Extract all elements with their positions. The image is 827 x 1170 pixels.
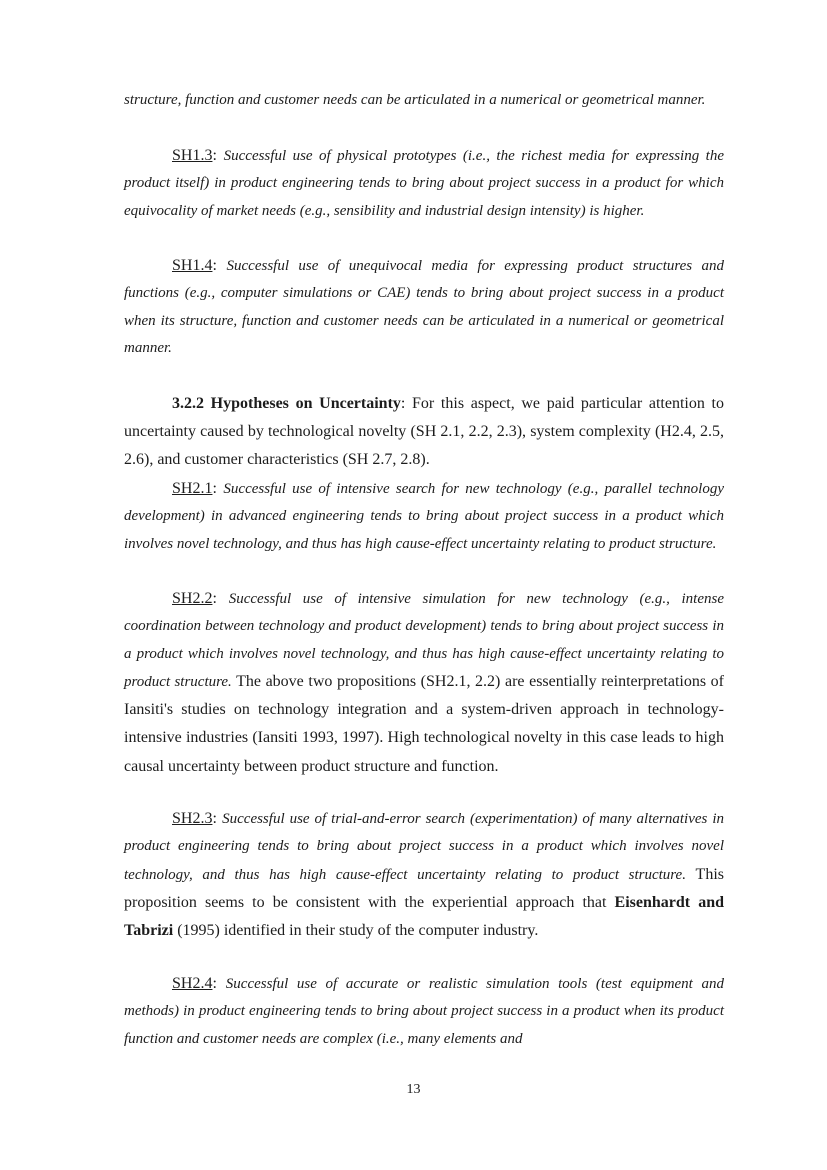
hypothesis-body: Successful use of unequivocal media for expressing product structures and functions (e.g., computer simulations or CAE) tends to bring about project success in a product when its structure, function and customer needs can be articulated in a numerical or geometrical manner. — [124, 258, 724, 356]
commentary-text: (1995) identified in their study of the computer industry. — [173, 922, 539, 940]
hypothesis-body: Successful use of physical prototypes (i.e., the richest media for expressing the product itself) in product engineering tends to bring about project success in a product for which equivocality of market needs (e.g., sensibility and industrial design intensity) is higher. — [124, 148, 724, 219]
hypothesis-sh1-4 — [124, 252, 724, 362]
label-separator: : — [212, 590, 229, 607]
hypothesis-label: SH2.3 — [172, 810, 213, 827]
hypothesis-sh2-2 — [124, 585, 724, 781]
commentary-text: The above two propositions (SH2.1, 2.2) are essentially reinterpretations of Iansiti's studies on technology integration and a system-driven approach in technology-intensive industries (Iansiti 1993, 1997). High technological novelty in this case leads to high causal uncertainty between product structure and function. — [124, 672, 724, 775]
hypothesis-label: SH2.2 — [172, 590, 213, 607]
hypothesis-body: Successful use of trial-and-error search (experimentation) of many alternatives in product engineering tends to bring about project success in a product which involves novel technology, and thus has high cause-effect uncertainty relating to product structure. — [124, 811, 724, 883]
hypothesis-body: Successful use of intensive search for new technology (e.g., parallel technology development) in advanced engineering tends to bring about project success in a product which involves novel technology, and thus has high cause-effect uncertainty relating to product structure. — [124, 481, 724, 552]
hypothesis-sh2-3 — [124, 805, 724, 945]
hypothesis-label: SH2.1 — [172, 480, 213, 497]
hypothesis-label: SH1.4 — [172, 257, 213, 274]
label-separator: : — [212, 147, 224, 164]
commentary-text: This proposition seems to be consistent with the experiential approach that — [124, 865, 724, 911]
hypothesis-label: SH2.4 — [172, 975, 213, 992]
label-separator: : — [212, 480, 224, 497]
label-separator: : — [212, 257, 227, 274]
hypothesis-body: Successful use of intensive simulation for new technology (e.g., intense coordination between technology and product development) tends to bring about project success in a product which involves novel technology, and thus has high cause-effect uncertainty relating to product structure. — [124, 591, 724, 690]
label-separator: : — [212, 975, 226, 992]
section-paragraph-3-2-2 — [124, 390, 724, 474]
section-text: : For this aspect, we paid particular attention to uncertainty caused by technological novelty (SH 2.1, 2.2, 2.3), system complexity (H2.4, 2.5, 2.6), and customer characteristics (SH 2.7, 2.8). — [124, 395, 724, 468]
hypothesis-label: SH1.3 — [172, 147, 213, 164]
label-separator: : — [212, 810, 223, 827]
hypothesis-sh2-4 — [124, 970, 724, 1053]
page-number: 13 — [406, 1082, 421, 1097]
hypothesis-sh2-1 — [124, 475, 724, 558]
hypothesis-body: Successful use of accurate or realistic simulation tools (test equipment and methods) in product engineering tends to bring about project success in a product when its product function and customer needs are complex (i.e., many elements and — [124, 976, 724, 1047]
paragraph-continuation — [124, 87, 724, 114]
hypothesis-sh1-3 — [124, 142, 724, 225]
citation-authors: Eisenhardt and Tabrizi — [124, 893, 724, 940]
section-heading: 3.2.2 Hypotheses on Uncertainty — [172, 395, 401, 412]
paragraph-body: structure, function and customer needs can be articulated in a numerical or geometrical manner. — [124, 92, 706, 108]
